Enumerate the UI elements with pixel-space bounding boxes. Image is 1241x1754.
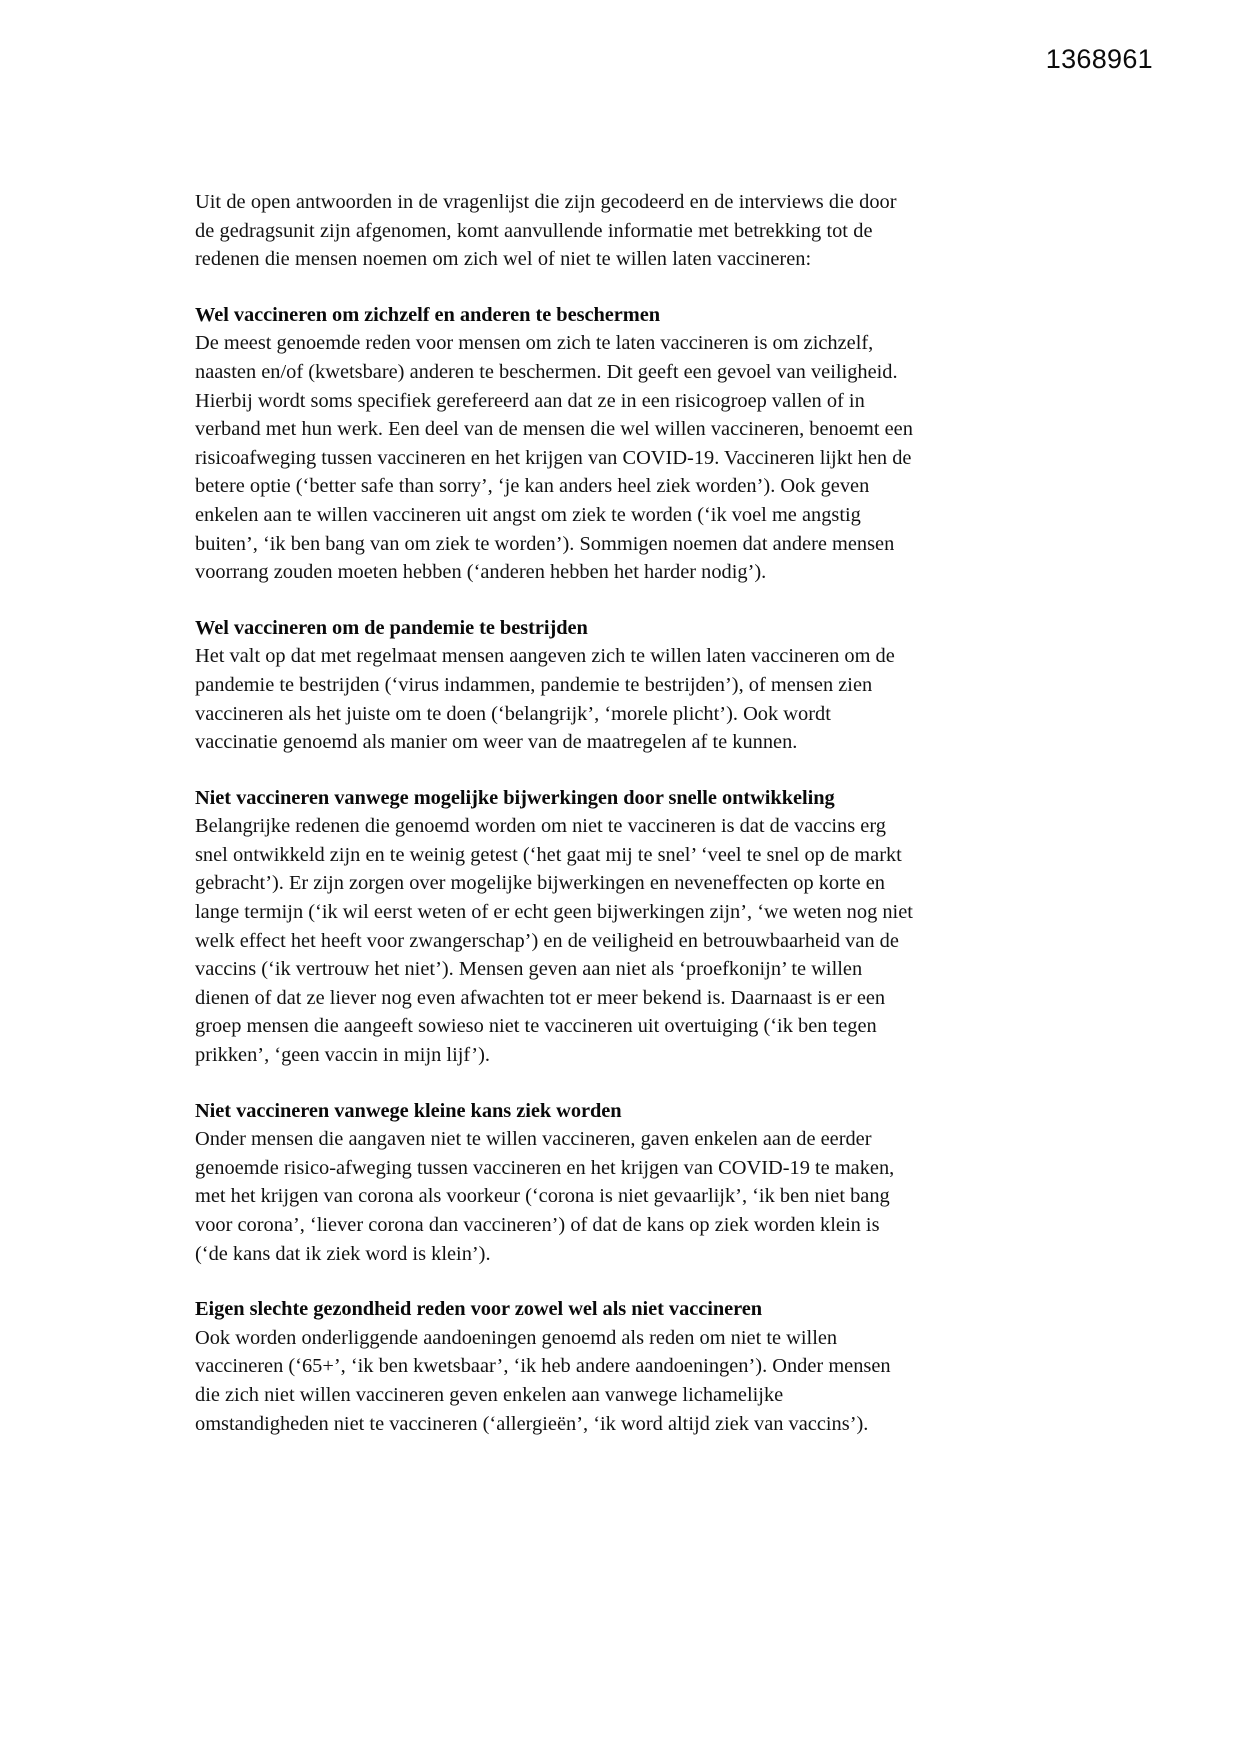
section-body: Het valt op dat met regelmaat mensen aangeven zich te willen laten vaccineren om de pandemie te bestrijden (‘virus indammen, pandemie te bestrijden’), of mensen zien vaccineren als het juiste om te doen (‘belangrijk’, ‘morele plicht’). Ook wordt vaccinatie genoemd als manier om weer van de maatregelen af te kunnen. [195, 645, 895, 754]
intro-paragraph: Uit de open antwoorden in de vragenlijst die zijn gecodeerd en de interviews die door de gedragsunit zijn afgenomen, komt aanvullende informatie met betrekking tot de redenen die mensen noemen om zich wel of niet te willen laten vaccineren: [195, 191, 897, 271]
section-niet-bijwerkingen [195, 784, 913, 1070]
section-heading: Niet vaccineren vanwege mogelijke bijwerkingen door snelle ontwikkeling [195, 786, 835, 809]
page-header [0, 44, 1153, 75]
section-heading: Wel vaccineren om de pandemie te bestrijden [195, 616, 588, 639]
document-body [195, 188, 913, 1438]
section-niet-kleine-kans [195, 1097, 913, 1269]
section-heading: Niet vaccineren vanwege kleine kans ziek worden [195, 1099, 622, 1122]
section-body: Ook worden onderliggende aandoeningen genoemd als reden om niet te willen vaccineren (‘65+’, ‘ik ben kwetsbaar’, ‘ik heb andere aandoeningen’). Onder mensen die zich niet willen vaccineren geven enkelen aan vanwege lichamelijke omstandigheden niet te vaccineren (‘allergieën’, ‘ik word altijd ziek van vaccins’). [195, 1326, 891, 1435]
section-body: Onder mensen die aangaven niet te willen vaccineren, gaven enkelen aan de eerder genoemde risico-afweging tussen vaccineren en het krijgen van COVID-19 te maken, met het krijgen van corona als voorkeur (‘corona is niet gevaarlijk’, ‘ik ben niet bang voor corona’, ‘liever corona dan vaccineren’) of dat de kans op ziek worden klein is (‘de kans dat ik ziek word is klein’). [195, 1128, 895, 1265]
page-number: 1368961 [1045, 44, 1153, 74]
section-heading: Wel vaccineren om zichzelf en anderen te beschermen [195, 303, 661, 326]
section-body: De meest genoemde reden voor mensen om zich te laten vaccineren is om zichzelf, naasten en/of (kwetsbare) anderen te beschermen. Dit geeft een gevoel van veiligheid. Hierbij wordt soms specifiek gerefereerd aan dat ze in een risicogroep vallen of in verband met hun werk. Een deel van de mensen die wel willen vaccineren, benoemt een risicoafweging tussen vaccineren en het krijgen van COVID-19. Vaccineren lijkt hen de betere optie (‘better safe than sorry’, ‘je kan anders heel ziek worden’). Ook geven enkelen aan te willen vaccineren uit angst om ziek te worden (‘ik voel me angstig buiten’, ‘ik ben bang van om ziek te worden’). Sommigen noemen dat andere mensen voorrang zouden moeten hebben (‘anderen hebben het harder nodig’). [195, 332, 913, 584]
section-wel-beschermen [195, 301, 913, 587]
section-body: Belangrijke redenen die genoemd worden om niet te vaccineren is dat de vaccins erg snel ontwikkeld zijn en te weinig getest (‘het gaat mij te snel’ ‘veel te snel op de markt gebracht’). Er zijn zorgen over mogelijke bijwerkingen en neveneffecten op korte en lange termijn (‘ik wil eerst weten of er echt geen bijwerkingen zijn’, ‘we weten nog niet welk effect het heeft voor zwangerschap’) en de veiligheid en betrouwbaarheid van de vaccins (‘ik vertrouw het niet’). Mensen geven aan niet als ‘proefkonijn’ te willen dienen of dat ze liever nog even afwachten tot er meer bekend is. Daarnaast is er een groep mensen die aangeeft sowieso niet te vaccineren uit overtuiging (‘ik ben tegen prikken’, ‘geen vaccin in mijn lijf’). [195, 815, 913, 1067]
section-heading: Eigen slechte gezondheid reden voor zowel wel als niet vaccineren [195, 1298, 763, 1321]
section-eigen-gezondheid [195, 1295, 913, 1438]
section-wel-pandemie [195, 614, 913, 757]
